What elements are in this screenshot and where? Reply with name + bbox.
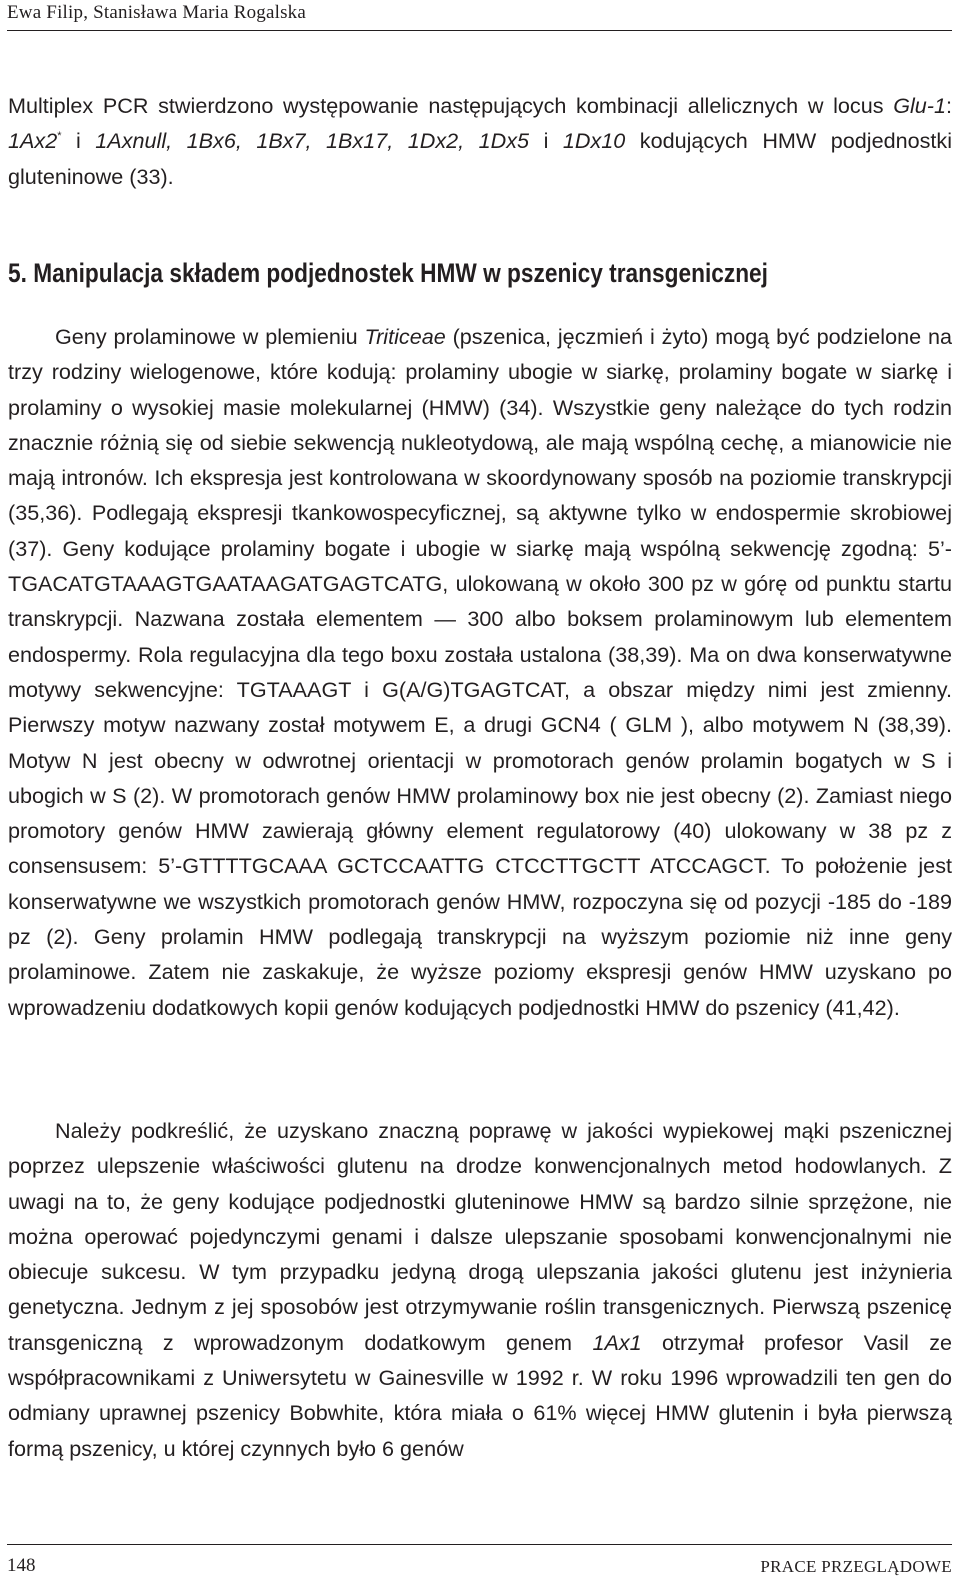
body-text: Należy podkreślić, że uzyskano znaczną poprawę w jakości wypiekowej mąki pszenicznej poprzez ulepszenie właściwości glutenu na drodze konwencjonalnych metod hodowlanych. Z uwagi na to, że geny kodujące podjednostki gluteninowe HMW są bardzo silnie sprzężone, nie można operować pojedynczymi genami i dalsze ulepszanie sposobami konwencjonalnymi nie obiecuje sukcesu. W tym przypadku jedyną drogą ulepszania jakości glutenu jest inżynieria genetyczna. Jednym z jej sposobów jest otrzymywanie roślin transgenicznych. Pierwszą pszenicę transgeniczną z wprowadzonym dodatkowym genem [8,1118,952,1355]
taxon-name: Triticeae [364,324,446,349]
body-text: Geny prolaminowe w plemieniu [55,324,365,349]
intro-text: i [61,128,96,154]
gene-name: 1Ax1 [592,1329,642,1355]
intro-text: Multiplex PCR stwierdzono występowanie następujących kombinacji allelicznych w locus [8,93,894,118]
intro-text: i [529,128,563,154]
asterisk-mark: * [57,130,62,143]
body-text: otrzymał profesor Vasil ze współpracownikami z Uniwersytetu w Gainesville w 1992 r. W roku 1996 wprowadzili ten gen do odmiany uprawnej pszenicy Bobwhite, która miała o 61% więcej HMW glutenin i była pierwszą formą pszenicy, u której czynnych było 6 genów [8,1329,952,1461]
footer-rule [7,1544,952,1545]
intro-text: kodujących HMW podjednostki gluteninowe (33). [8,128,953,189]
header-rule [7,30,952,31]
allele-name: 1Ax2 [8,128,58,154]
allele-name: 1Dx10 [562,128,626,154]
body-text: (pszenica, jęczmień i żyto) mogą być podzielone na trzy rodziny wielogenowe, które kodują: prolaminy ubogie w siarkę, prolaminy bogate w siarkę i prolaminy o wysokiej masie molekularnej (HMW) (34). Wszystkie geny należące do tych rodzin znacznie różnią się od siebie sekwencją nukleotydową, ale mają wspólną cechę, a mianowicie nie mają intronów. Ich ekspresja jest kontrolowana w skoordynowany sposób na poziomie transkrypcji (35,36). Podlegają ekspresji tkankowospecyficznej, są aktywne tylko w endospermie skrobiowej (37). Geny kodujące prolaminy bogate i ubogie w siarkę mają wspólną sekwencję zgodną: 5’-TGACATGTAAAGTGAATAAGATGAGTCATG, ulokowaną w około 300 pz w górę od punktu startu transkrypcji. Nazwana została elementem — 300 albo boksem prolaminowym lub elementem endospermy. Rola regulacyjna dla tego boxu została ustalona (38,39). Ma on dwa konserwatywne motywy sekwencyjne: TGTAAAGT i G(A/G)TGAGTCAT, a obszar między nimi jest zmienny. Pierwszy motyw nazwany został motywem E, a drugi GCN4 ( GLM ), albo motywem N (38,39). Motyw N jest obecny w odwrotnej orientacji w promotorach genów prolamin bogatych w S i ubogich w S (2). W promotorach genów HMW prolaminowy box nie jest obecny (2). Zamiast niego promotory genów HMW zawierają główny element regulatorowy (40) ulokowany w 38 pz z consensusem: 5’-GTTTTGCAAA GCTCCAATTG CTCCTTGCTT ATCCAGCT. To położenie jest konserwatywne we wszystkich promotorach genów HMW, rozpoczyna się od pozycji -185 do -189 pz (2). Geny prolamin HMW podlegają transkrypcji na wyższym poziomie niż inne geny prolaminowe. Zatem nie zaskakuje, że wyższe poziomy ekspresji genów HMW uzyskano po wprowadzeniu dodatkowych kopii genów kodujących podjednostki HMW do pszenicy (41,42). [8,324,952,1020]
intro-text: : [946,93,952,118]
allele-list: 1Axnull, 1Bx6, 1Bx7, 1Bx17, 1Dx2, 1Dx5 [95,128,530,154]
locus-name: Glu-1 [893,93,946,118]
page-number: 148 [7,1555,36,1576]
intro-paragraph [8,88,952,194]
body-paragraph [8,319,952,1025]
section-heading: 5. Manipulacja składem podjednostek HMW w pszenicy transgenicznej [8,258,768,288]
section-label: PRACE PRZEGLĄDOWE [760,1557,952,1576]
body-paragraph [8,1113,952,1466]
running-head-authors: Ewa Filip, Stanisława Maria Rogalska [7,2,307,23]
